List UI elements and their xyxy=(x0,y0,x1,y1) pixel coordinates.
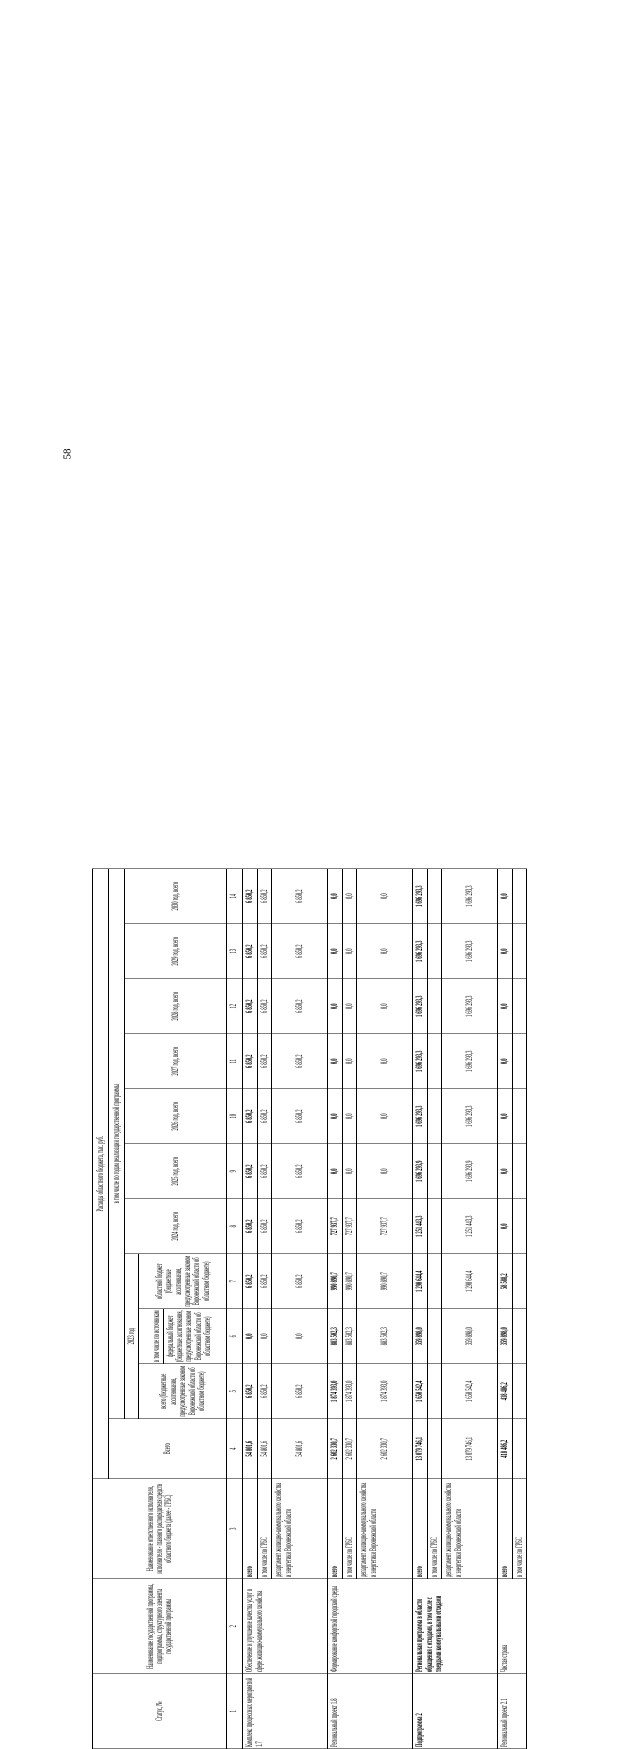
value-cell xyxy=(512,1199,526,1254)
grbs-cell: в том числе по ГРБС xyxy=(342,1479,356,1579)
value-cell: 883 502,3 xyxy=(342,1309,356,1364)
value-cell: 1 696 293,3 xyxy=(413,979,427,1034)
column-index-cell: 4 xyxy=(227,1419,243,1479)
value-cell: 0,0 xyxy=(342,869,356,924)
column-index-cell: 1 xyxy=(227,1674,243,1749)
grbs-cell: департамент жилищно-коммунального хозяйства и энергетики Воронежской области xyxy=(272,1479,328,1579)
program-name-cell: Региональная программа в области обращения с отходами, в том числе с твердыми коммунальными отходами xyxy=(413,1579,498,1674)
grbs-cell: всего xyxy=(328,1479,342,1579)
hdr-name: Наименование государственной программы, подпрограммы, структурного элемента государственной программы xyxy=(93,1579,227,1674)
value-cell: 0,0 xyxy=(357,924,413,979)
grbs-cell: департамент жилищно-коммунального хозяйства и энергетики Воронежской области xyxy=(357,1479,413,1579)
hdr-by-sources: в том числе по источникам xyxy=(151,1309,163,1364)
value-cell: 6 850,2 xyxy=(257,924,271,979)
value-cell: 0,0 xyxy=(328,924,342,979)
budget-table xyxy=(92,868,527,1749)
value-cell xyxy=(512,924,526,979)
column-index-cell: 13 xyxy=(227,924,243,979)
value-cell: 1 650 542,4 xyxy=(442,1364,498,1419)
grbs-cell: всего xyxy=(498,1479,512,1579)
column-index-cell: 14 xyxy=(227,869,243,924)
column-index-cell: 10 xyxy=(227,1089,243,1144)
value-cell: 0,0 xyxy=(328,1089,342,1144)
column-index-cell: 9 xyxy=(227,1144,243,1199)
value-cell: 1 874 393,0 xyxy=(342,1364,356,1419)
value-cell: 6 850,2 xyxy=(257,979,271,1034)
hdr-2025: 2025 год, всего xyxy=(125,1144,227,1199)
program-name-cell: Обеспечение и улучшение качества услуг в сфере жилищно-коммунального хозяйства xyxy=(243,1579,328,1674)
hdr-2028: 2028 год, всего xyxy=(125,979,227,1034)
value-cell: 1 696 293,3 xyxy=(442,1089,498,1144)
column-index-cell: 5 xyxy=(227,1364,243,1419)
value-cell xyxy=(427,1364,441,1419)
status-cell: Региональный проект 2.1 xyxy=(498,1674,527,1749)
value-cell: 0,0 xyxy=(342,924,356,979)
value-cell: 6 850,2 xyxy=(272,924,328,979)
value-cell xyxy=(427,1034,441,1089)
value-cell: 0,0 xyxy=(357,1144,413,1199)
value-cell xyxy=(427,924,441,979)
value-cell xyxy=(427,1309,441,1364)
value-cell: 1 251 443,3 xyxy=(413,1199,427,1254)
value-cell: 54 801,6 xyxy=(243,1419,257,1479)
value-cell xyxy=(427,1419,441,1479)
value-cell: 0,0 xyxy=(498,924,512,979)
value-cell xyxy=(427,979,441,1034)
value-cell: 54 801,6 xyxy=(272,1419,328,1479)
grbs-cell: департамент жилищно-коммунального хозяйства и энергетики Воронежской области xyxy=(442,1479,498,1579)
value-cell: 990 890,7 xyxy=(342,1254,356,1309)
column-index-row xyxy=(227,869,243,1749)
value-cell: 1 251 443,3 xyxy=(442,1199,498,1254)
value-cell: 6 850,2 xyxy=(243,1364,257,1419)
status-cell: Подпрограмма 2 xyxy=(413,1674,498,1749)
value-cell: 0,0 xyxy=(328,869,342,924)
hdr-2023-total: всего (бюджетные ассигнования, предусмотренные законом Воронежской области об областном бюджете) xyxy=(139,1364,227,1419)
column-index-cell: 6 xyxy=(227,1309,243,1364)
value-cell xyxy=(427,1254,441,1309)
hdr-2029: 2029 год, всего xyxy=(125,924,227,979)
table-row xyxy=(498,869,512,1749)
value-cell: 1 696 293,9 xyxy=(413,1144,427,1199)
value-cell: 6 850,2 xyxy=(257,1254,271,1309)
value-cell xyxy=(512,1309,526,1364)
value-cell: 6 850,2 xyxy=(243,979,257,1034)
hdr-2030: 2030 год, всего xyxy=(125,869,227,924)
value-cell: 6 850,2 xyxy=(257,869,271,924)
value-cell: 6 850,2 xyxy=(257,1199,271,1254)
value-cell: 0,0 xyxy=(357,1089,413,1144)
value-cell: 883 502,3 xyxy=(328,1309,342,1364)
value-cell xyxy=(512,1034,526,1089)
program-name-cell: Чистая страна xyxy=(498,1579,527,1674)
value-cell xyxy=(427,869,441,924)
value-cell: 13 079 746,1 xyxy=(413,1419,427,1479)
value-cell: 6 850,2 xyxy=(272,869,328,924)
value-cell: 6 850,2 xyxy=(272,1089,328,1144)
value-cell: 418 486,2 xyxy=(498,1419,512,1479)
value-cell: 6 850,2 xyxy=(272,1034,328,1089)
program-name-cell: Формирование комфортной городской среды xyxy=(328,1579,413,1674)
value-cell: 1 650 542,4 xyxy=(413,1364,427,1419)
value-cell: 6 850,2 xyxy=(243,924,257,979)
value-cell: 1 874 393,0 xyxy=(328,1364,342,1419)
value-cell: 0,0 xyxy=(342,1144,356,1199)
value-cell: 0,0 xyxy=(328,979,342,1034)
value-cell: 1 696 293,3 xyxy=(413,1034,427,1089)
hdr-2024: 2024 год, всего xyxy=(125,1199,227,1254)
value-cell: 2 602 330,7 xyxy=(357,1419,413,1479)
value-cell: 0,0 xyxy=(257,1309,271,1364)
value-cell: 0,0 xyxy=(342,1089,356,1144)
value-cell: 0,0 xyxy=(498,1034,512,1089)
value-cell: 1 696 293,3 xyxy=(413,1089,427,1144)
value-cell: 0,0 xyxy=(342,979,356,1034)
hdr-year-2023: 2023 год xyxy=(125,1254,139,1419)
value-cell: 359 898,0 xyxy=(442,1309,498,1364)
value-cell: 0,0 xyxy=(243,1309,257,1364)
value-cell: 58 588,2 xyxy=(498,1254,512,1309)
status-cell: Комплекс процессных мероприятий 1.7 xyxy=(243,1674,328,1749)
value-cell: 0,0 xyxy=(498,1199,512,1254)
value-cell: 1 290 644,4 xyxy=(442,1254,498,1309)
status-cell: Региональный проект 1.8 xyxy=(328,1674,413,1749)
value-cell: 6 850,2 xyxy=(272,1364,328,1419)
value-cell: 6 850,2 xyxy=(272,1199,328,1254)
column-index-cell: 11 xyxy=(227,1034,243,1089)
column-index-cell: 8 xyxy=(227,1199,243,1254)
hdr-status: Статус, № xyxy=(93,1674,227,1749)
value-cell: 6 850,2 xyxy=(243,1254,257,1309)
value-cell: 2 602 330,7 xyxy=(342,1419,356,1479)
value-cell: 727 937,7 xyxy=(357,1199,413,1254)
value-cell: 0,0 xyxy=(328,1034,342,1089)
value-cell xyxy=(512,1364,526,1419)
value-cell: 54 801,6 xyxy=(257,1419,271,1479)
grbs-cell: в том числе по ГРБС xyxy=(512,1479,526,1579)
table-row xyxy=(328,869,342,1749)
value-cell: 359 898,0 xyxy=(413,1309,427,1364)
value-cell: 6 850,2 xyxy=(243,1089,257,1144)
hdr-2026: 2026 год, всего xyxy=(125,1089,227,1144)
value-cell: 0,0 xyxy=(342,1034,356,1089)
value-cell: 13 079 746,1 xyxy=(442,1419,498,1479)
value-cell: 359 898,0 xyxy=(498,1309,512,1364)
value-cell: 0,0 xyxy=(498,1089,512,1144)
value-cell: 6 850,2 xyxy=(257,1364,271,1419)
value-cell xyxy=(427,1089,441,1144)
value-cell: 6 850,2 xyxy=(272,979,328,1034)
value-cell: 1 874 393,0 xyxy=(357,1364,413,1419)
column-index-cell: 7 xyxy=(227,1254,243,1309)
column-index-cell: 12 xyxy=(227,979,243,1034)
value-cell: 6 850,2 xyxy=(272,1144,328,1199)
value-cell: 1 696 293,3 xyxy=(442,869,498,924)
value-cell: 6 850,2 xyxy=(243,869,257,924)
value-cell xyxy=(512,1419,526,1479)
value-cell xyxy=(512,1254,526,1309)
value-cell: 6 850,2 xyxy=(272,1254,328,1309)
value-cell: 6 850,2 xyxy=(243,1199,257,1254)
hdr-2027: 2027 год, всего xyxy=(125,1034,227,1089)
value-cell xyxy=(427,1144,441,1199)
value-cell xyxy=(512,979,526,1034)
value-cell: 0,0 xyxy=(357,1034,413,1089)
value-cell: 0,0 xyxy=(498,869,512,924)
value-cell: 0,0 xyxy=(357,979,413,1034)
hdr-2023-federal: федеральный бюджет (бюджетные ассигнования, предусмотренные законом Воронежской области об областном бюджете) xyxy=(164,1310,213,1363)
hdr-by-years: в том числе по годам реализации государственной программы xyxy=(109,869,125,1419)
value-cell: 6 850,2 xyxy=(257,1144,271,1199)
value-cell: 0,0 xyxy=(357,869,413,924)
grbs-cell: в том числе по ГРБС xyxy=(257,1479,271,1579)
table-row xyxy=(413,869,427,1749)
hdr-expenses: Расходы областного бюджета, тыс. руб. xyxy=(93,869,109,1479)
grbs-cell: всего xyxy=(413,1479,427,1579)
column-index-cell: 3 xyxy=(227,1479,243,1579)
hdr-2023-regional: областной бюджет (бюджетные ассигнования, предусмотренные законом Воронежской области об областном бюджете) xyxy=(139,1254,227,1309)
value-cell: 1 696 293,3 xyxy=(442,924,498,979)
value-cell xyxy=(512,1144,526,1199)
value-cell xyxy=(512,869,526,924)
value-cell: 6 850,2 xyxy=(257,1034,271,1089)
page-number: 58 xyxy=(61,448,74,460)
value-cell: 0,0 xyxy=(498,979,512,1034)
value-cell: 1 696 293,3 xyxy=(413,869,427,924)
hdr-grbs: Наименование ответственного исполнителя, исполнителя - главного распорядителя средств областного бюджета (далее - ГРБС) xyxy=(93,1479,227,1579)
value-cell: 990 890,7 xyxy=(357,1254,413,1309)
budget-table-rotated xyxy=(92,879,554,1749)
value-cell: 1 290 644,4 xyxy=(413,1254,427,1309)
table-body xyxy=(243,869,527,1749)
table-row xyxy=(243,869,257,1749)
value-cell: 0,0 xyxy=(328,1144,342,1199)
value-cell: 727 937,7 xyxy=(328,1199,342,1254)
value-cell: 1 696 293,9 xyxy=(442,1144,498,1199)
value-cell: 1 696 293,3 xyxy=(442,979,498,1034)
value-cell xyxy=(427,1199,441,1254)
value-cell: 0,0 xyxy=(272,1309,328,1364)
value-cell xyxy=(512,1089,526,1144)
grbs-cell: всего xyxy=(243,1479,257,1579)
value-cell: 6 850,2 xyxy=(243,1144,257,1199)
value-cell: 418 486,2 xyxy=(498,1364,512,1419)
value-cell: 1 696 293,3 xyxy=(442,1034,498,1089)
value-cell: 2 602 330,7 xyxy=(328,1419,342,1479)
value-cell: 883 502,3 xyxy=(357,1309,413,1364)
value-cell: 6 850,2 xyxy=(243,1034,257,1089)
value-cell: 990 890,7 xyxy=(328,1254,342,1309)
column-index-cell: 2 xyxy=(227,1579,243,1674)
value-cell: 727 937,7 xyxy=(342,1199,356,1254)
grbs-cell: в том числе по ГРБС xyxy=(427,1479,441,1579)
value-cell: 6 850,2 xyxy=(257,1089,271,1144)
value-cell: 0,0 xyxy=(498,1144,512,1199)
value-cell: 1 696 293,3 xyxy=(413,924,427,979)
hdr-total: Всего xyxy=(109,1419,227,1479)
